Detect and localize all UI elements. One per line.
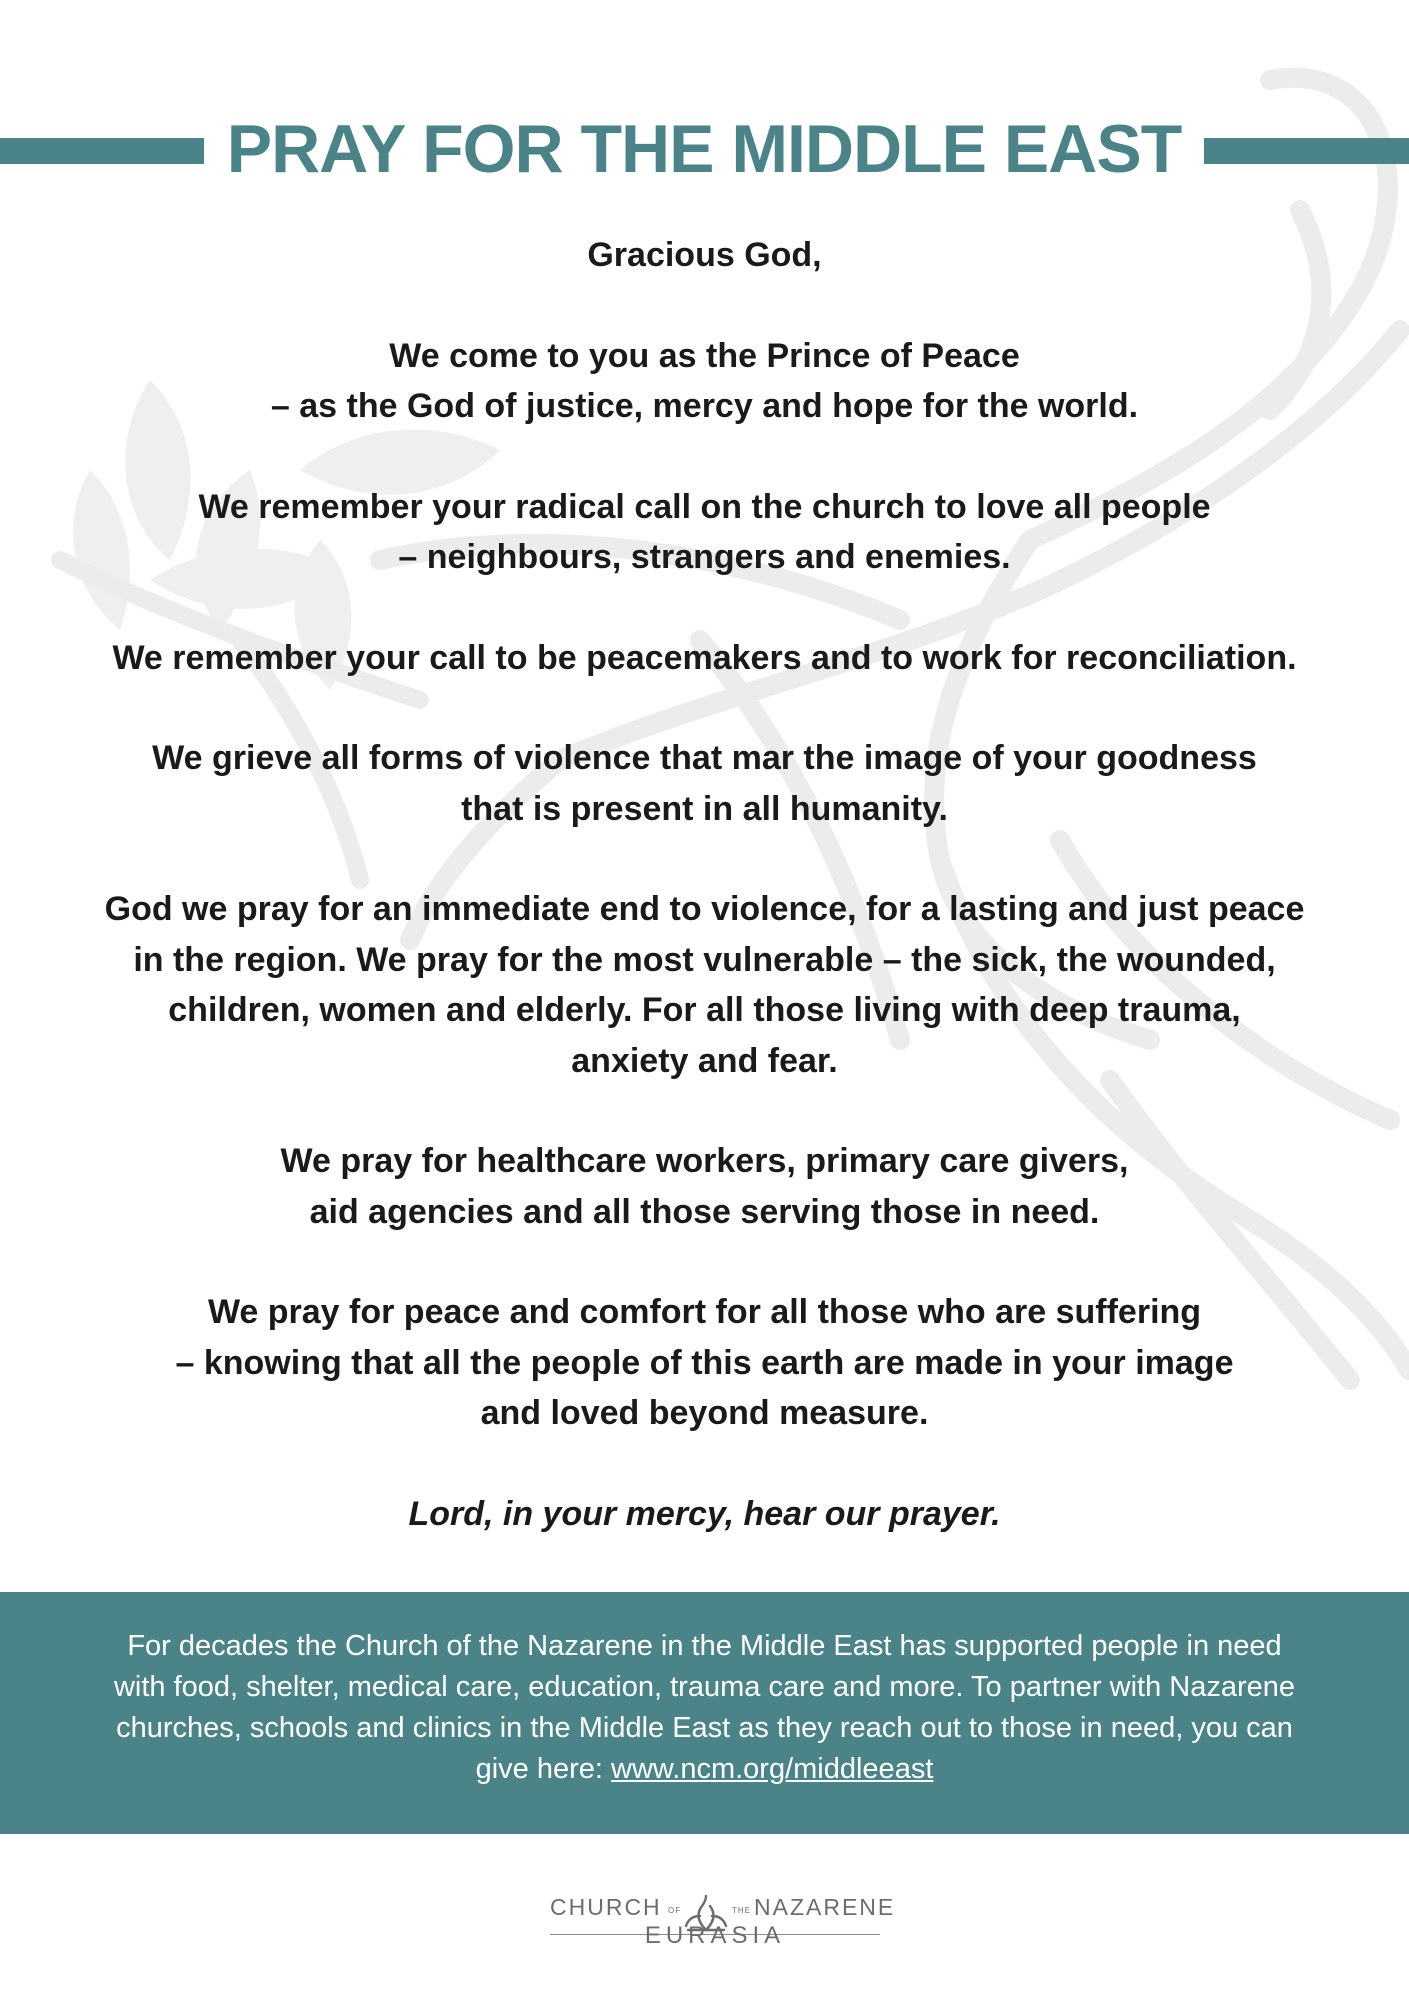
prayer-line: Gracious God, bbox=[587, 236, 822, 274]
prayer-line: children, women and elderly. For all those living with deep trauma, bbox=[168, 991, 1241, 1029]
prayer-body bbox=[60, 230, 1349, 1539]
prayer-salutation bbox=[60, 230, 1349, 281]
prayer-line: We grieve all forms of violence that mar the image of your goodness bbox=[152, 739, 1257, 777]
prayer-line: – knowing that all the people of this earth are made in your image bbox=[175, 1343, 1234, 1382]
prayer-line: in the region. We pray for the most vulnerable – the sick, the wounded, bbox=[133, 940, 1276, 979]
page-title: PRAY FOR THE MIDDLE EAST bbox=[226, 111, 1182, 187]
prayer-paragraph bbox=[60, 1136, 1349, 1237]
prayer-paragraph bbox=[60, 482, 1349, 583]
info-give-line bbox=[80, 1749, 1329, 1790]
prayer-line: anxiety and fear. bbox=[571, 1041, 838, 1080]
info-line: churches, schools and clinics in the Middle East as they reach out to those in need, you can bbox=[116, 1712, 1293, 1744]
prayer-line: We remember your radical call on the church to love all people bbox=[198, 487, 1211, 526]
info-line: with food, shelter, medical care, education, trauma care and more. To partner with Nazarene bbox=[113, 1671, 1296, 1703]
prayer-closing: Lord, in your mercy, hear our prayer. bbox=[408, 1494, 1001, 1533]
prayer-paragraph bbox=[60, 1287, 1349, 1439]
logo-word-nazarene: NAZARENE bbox=[754, 1894, 896, 1920]
info-give-prefix: give here: bbox=[475, 1753, 612, 1785]
prayer-paragraph bbox=[60, 733, 1349, 834]
prayer-line: We pray for peace and comfort for all those who are suffering bbox=[207, 1293, 1202, 1331]
prayer-paragraph bbox=[60, 331, 1349, 432]
logo-word-church: CHURCH bbox=[550, 1894, 662, 1920]
title-bar-right bbox=[1204, 138, 1409, 164]
prayer-line: – neighbours, strangers and enemies. bbox=[398, 538, 1011, 576]
prayer-line: We remember your call to be peacemakers and to work for reconciliation. bbox=[112, 638, 1297, 677]
prayer-line: aid agencies and all those serving those in need. bbox=[309, 1192, 1100, 1231]
prayer-line: – as the God of justice, mercy and hope for the world. bbox=[270, 387, 1139, 425]
prayer-paragraph bbox=[60, 633, 1349, 684]
prayer-paragraph bbox=[60, 884, 1349, 1086]
prayer-line: that is present in all humanity. bbox=[461, 789, 948, 828]
prayer-line: and loved beyond measure. bbox=[480, 1394, 929, 1432]
logo-region: EURASIA bbox=[644, 1922, 786, 1949]
prayer-line: We come to you as the Prince of Peace bbox=[389, 336, 1020, 375]
info-line: For decades the Church of the Nazarene in the Middle East has supported people in need bbox=[127, 1630, 1282, 1662]
prayer-line: We pray for healthcare workers, primary care givers, bbox=[280, 1142, 1129, 1180]
info-text bbox=[80, 1626, 1329, 1790]
logo-word-of: OF bbox=[668, 1906, 682, 1915]
church-logo bbox=[540, 1878, 896, 1958]
title-bar-left bbox=[0, 138, 204, 164]
donate-link[interactable]: www.ncm.org/middleeast bbox=[611, 1753, 934, 1785]
logo-wordmark bbox=[540, 1894, 896, 1924]
info-band bbox=[0, 1592, 1409, 1834]
title-row bbox=[0, 108, 1409, 188]
logo-word-the: THE bbox=[732, 1906, 751, 1915]
prayer-line: God we pray for an immediate end to violence, for a lasting and just peace bbox=[104, 890, 1305, 928]
